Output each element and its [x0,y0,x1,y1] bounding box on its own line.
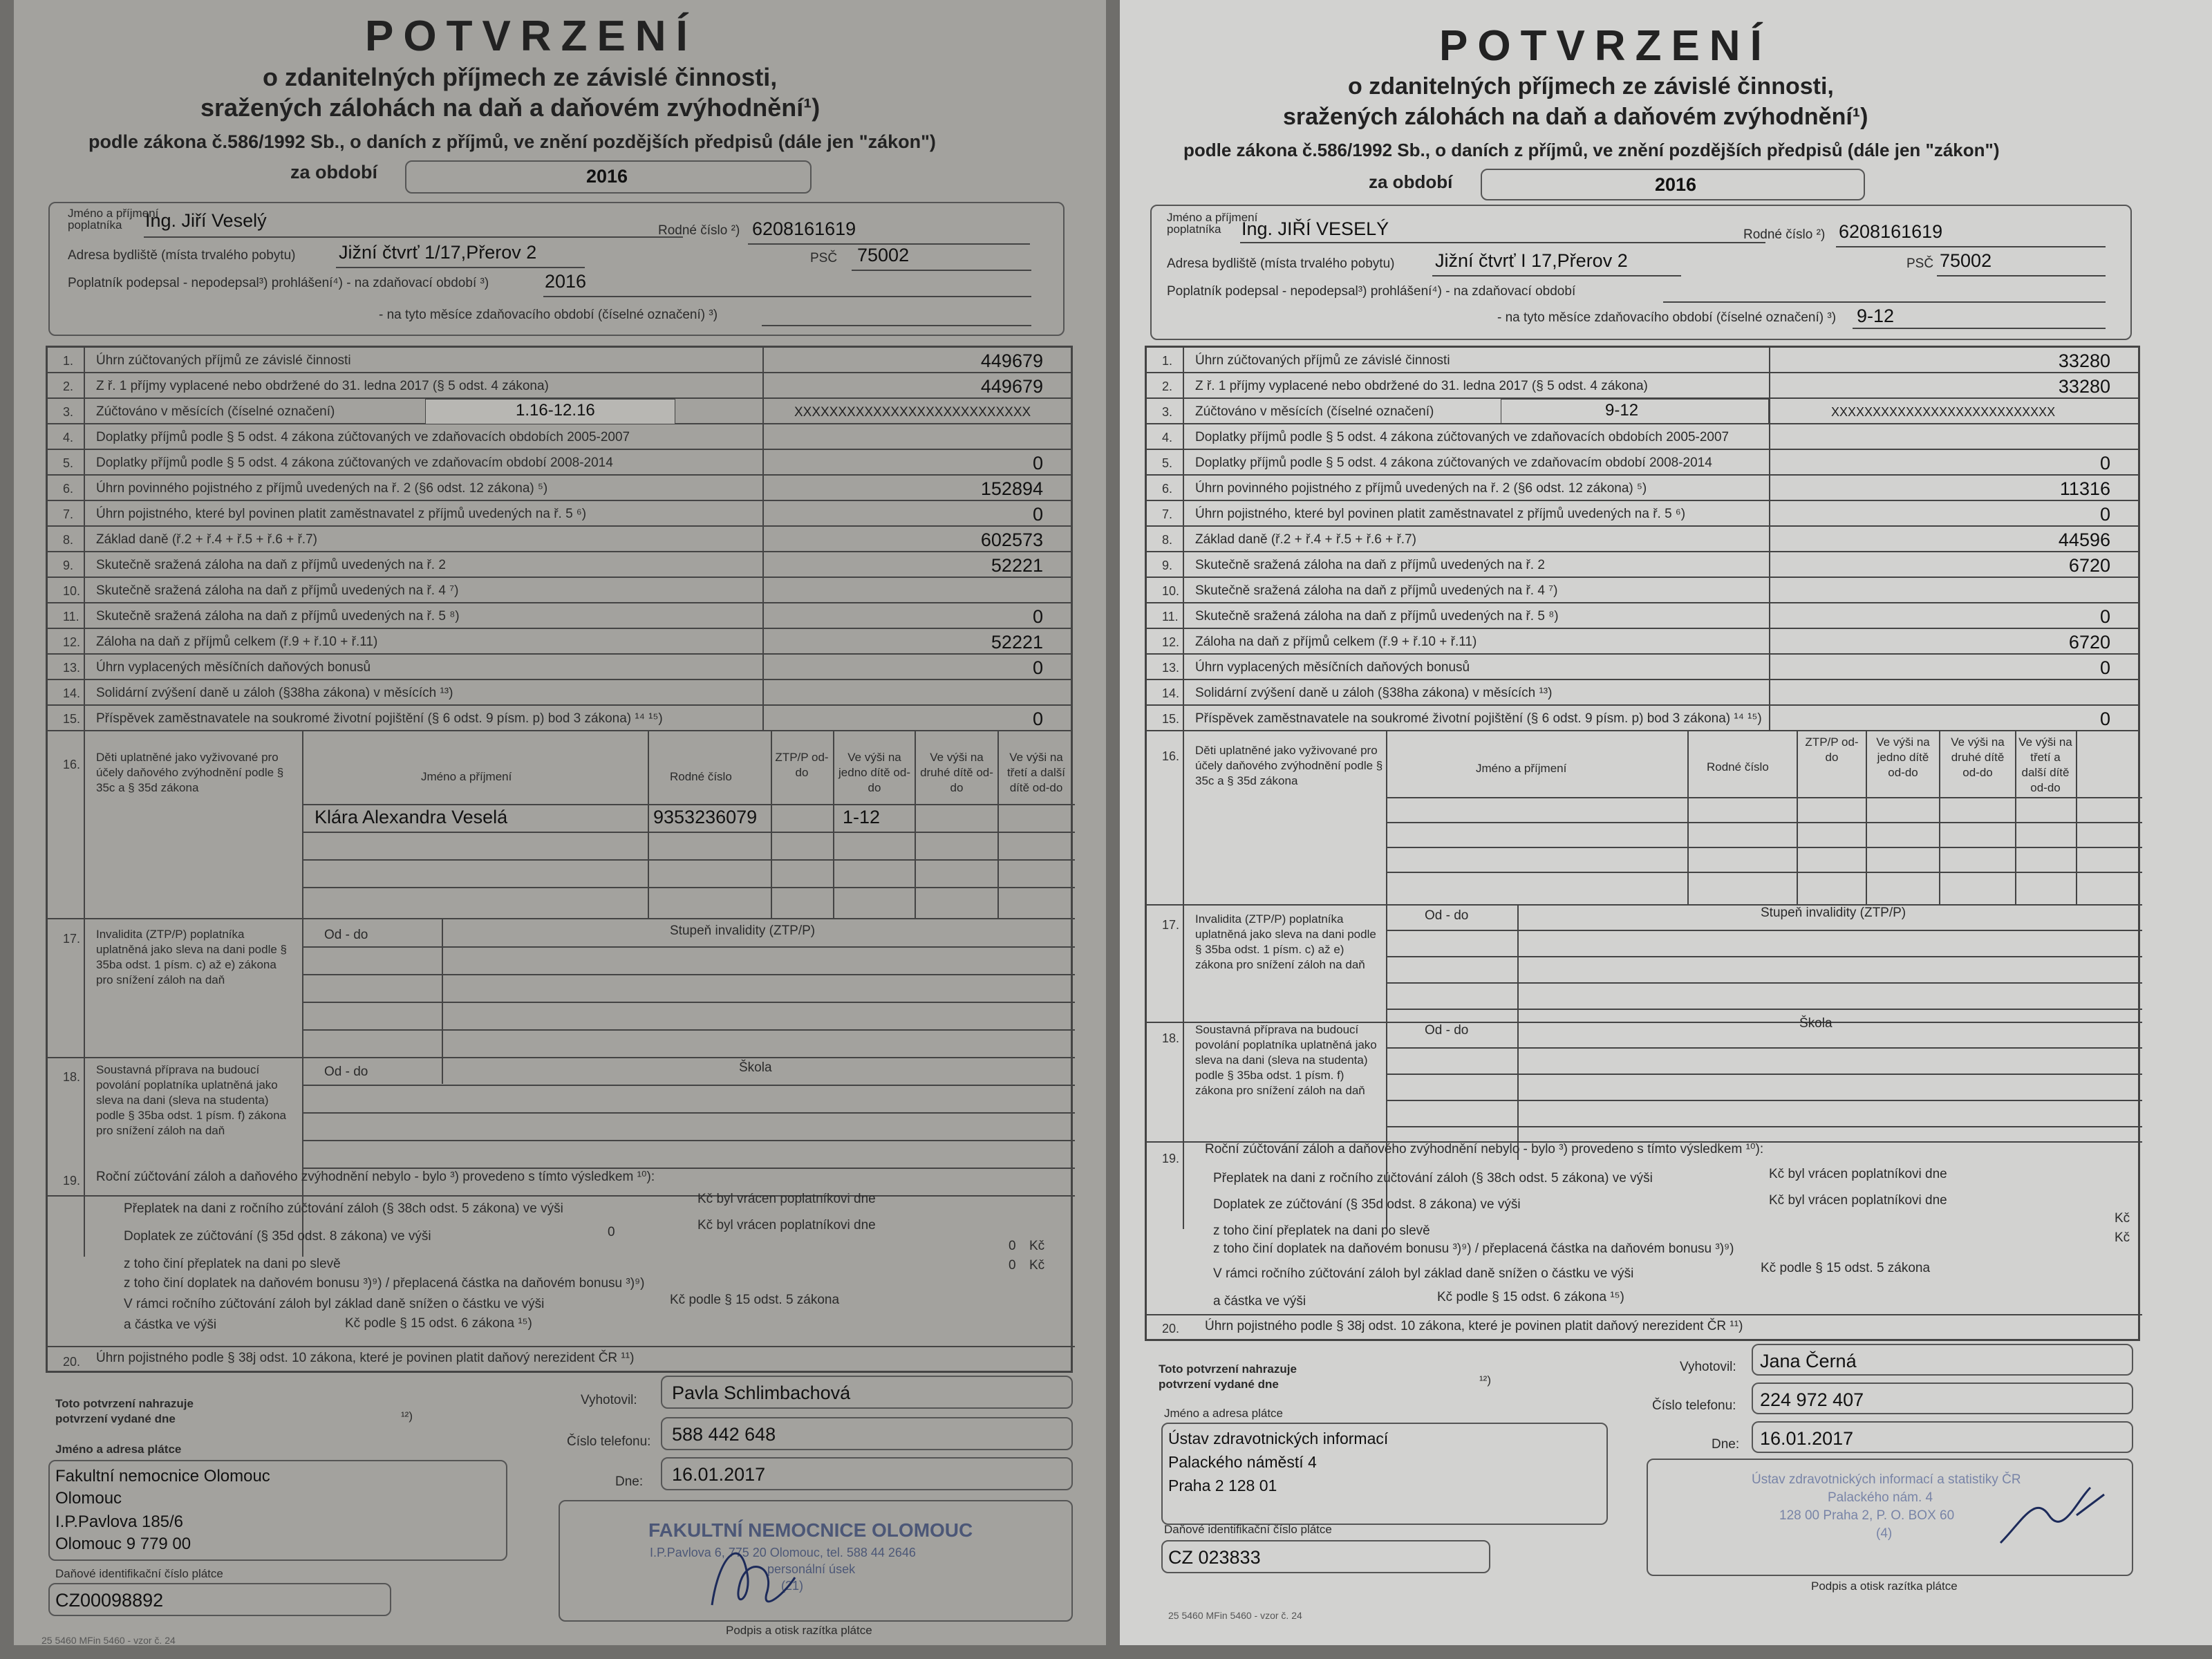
row-number: 1. [1162,354,1173,368]
row-number: 13. [1162,661,1180,675]
income-row [48,424,1071,450]
r19-l3: z toho činí přeplatek na dani po slevě [124,1257,341,1271]
income-row [1147,501,2138,527]
payer-line-2: Olomouc [55,1489,122,1508]
row-value: 152894 [980,478,1043,499]
issuer-field [661,1376,1073,1409]
r16-col-child3: Ve výši na třetí a další dítě od-do [1006,751,1066,795]
r19-l1b: Kč byl vrácen poplatníkovi dne [1769,1167,1947,1181]
signed-label: Poplatník podepsal - nepodepsal³) prohlášení⁴) - na zdaňovací období [1167,284,1576,299]
r19-head: Roční zúčtování záloh a daňového zvýhodnění nebylo - bylo ³) provedeno s tímto výsledkem ¹⁰): [1205,1142,1764,1156]
taxpayer-rc: 6208161619 [752,218,856,239]
r3-months-cell [425,399,675,424]
taxpayer-months: 9-12 [1857,306,1895,326]
r19-l6: a částka ve výši [1213,1294,1306,1309]
income-row [1147,655,2138,680]
row-label: Příspěvek zaměstnavatele na soukromé životní pojištění (§ 6 odst. 9 písm. p) bod 3 zákona) ¹⁴ ¹⁵) [1195,711,1762,726]
months-label: - na tyto měsíce zdaňovacího období (číselné označení) ³) [1497,310,1837,325]
income-row [1147,373,2138,399]
payer-line-3: Praha 2 128 01 [1168,1477,1277,1494]
r19-kc2: Kč [1029,1258,1045,1273]
r19-l4: z toho činí doplatek na daňovém bonusu ³)⁹) / přeplacená částka na daňovém bonusu ³)⁹) [124,1276,645,1291]
dic-label: Daňové identifikační číslo plátce [1164,1523,1332,1536]
form-subtitle-2: sražených zálohách na daň a daňovém zvýhodnění¹) [200,93,821,122]
payer-box [48,1460,507,1561]
issuer-label: Vyhotovil: [581,1393,637,1407]
r18-num: 18. [1162,1031,1180,1045]
r19-num: 19. [1162,1152,1180,1165]
taxpayer-box [1150,205,2132,340]
payer-box [1161,1423,1608,1525]
period-value: 2016 [586,166,628,187]
r19-l5b: Kč podle § 15 odst. 5 zákona [670,1293,840,1307]
sign-label: Podpis a otisk razítka plátce [1811,1580,1958,1593]
stamp-line-2: Palackého nám. 4 [1828,1490,1933,1505]
r19-l5: V rámci ročního zúčtování záloh byl základ daně snížen o částku ve výši [124,1297,545,1311]
row-value: 11316 [2059,478,2110,499]
r17-num: 17. [1162,918,1180,932]
income-row [1147,680,2138,706]
period-label: za období [290,162,377,182]
taxpayer-psc: 75002 [1940,250,1992,271]
row-number: 8. [1162,533,1173,547]
income-row [1147,706,2138,731]
dic-label: Daňové identifikační číslo plátce [55,1567,223,1580]
row-label: Úhrn zúčtovaných příjmů ze závislé činnosti [96,353,351,368]
row-value: 6720 [2068,632,2110,653]
r16-col-ztpp: ZTP/P od-do [1805,735,1859,765]
signed-label: Poplatník podepsal - nepodepsal³) prohlášení⁴) - na zdaňovací období ³) [68,276,489,290]
income-row [1147,348,2138,373]
income-row [1147,476,2138,501]
replace-label: Toto potvrzení nahrazuje potvrzení vydané dne [1159,1362,1297,1391]
row-value: 33280 [2058,376,2110,397]
row-label: Doplatky příjmů podle § 5 odst. 4 zákona zúčtovaných ve zdaňovacích obdobích 2005-2007 [96,430,630,444]
row-label: Příspěvek zaměstnavatele na soukromé životní pojištění (§ 6 odst. 9 písm. p) bod 3 zákona) ¹⁴ ¹⁵) [96,711,663,726]
taxpayer-rc: 6208161619 [1839,221,1943,242]
r19-l2: Doplatek ze zúčtování (§ 35d odst. 8 zákona) ve výši [1213,1197,1521,1212]
r18-odo: Od - do [324,1065,368,1079]
r20-num: 20. [63,1355,81,1369]
r19-l6b: Kč podle § 15 odst. 6 zákona ¹⁵) [1437,1290,1624,1304]
r16-num: 16. [1162,749,1180,763]
row-number: 13. [63,661,81,675]
rc-label: Rodné číslo ²) [1743,227,1826,242]
signature-scribble [691,1529,802,1619]
row-label: Skutečně sražená záloha na daň z příjmů uvedených na ř. 2 [1195,558,1545,572]
row-number: 2. [63,379,74,393]
r18-col: Škola [739,1060,772,1075]
form-subtitle-2: sražených zálohách na daň a daňovém zvýhodnění¹) [1283,104,1868,130]
row-number: 14. [1162,686,1180,700]
taxpayer-address: Jižní čtvrť 1/17,Přerov 2 [339,242,537,263]
row-label: Skutečně sražená záloha na daň z příjmů uvedených na ř. 4 ⁷) [1195,583,1558,598]
r19-head: Roční zúčtování záloh a daňového zvýhodnění nebylo - bylo ³) provedeno s tímto výsledkem ¹⁰): [96,1170,655,1184]
row-label: Skutečně sražená záloha na daň z příjmů uvedených na ř. 2 [96,558,446,572]
payer-line-3: I.P.Pavlova 185/6 [55,1512,184,1531]
date-value: 16.01.2017 [1760,1428,1854,1449]
row-label: Základ daně (ř.2 + ř.4 + ř.5 + ř.6 + ř.7) [96,532,317,547]
period-label: za období [1369,171,1453,192]
address-label: Adresa bydliště (místa trvalého pobytu) [68,248,296,263]
row-label: Úhrn vyplacených měsíčních daňových bonusů [1195,660,1470,675]
row-number: 12. [63,635,81,649]
income-row [48,450,1071,476]
row-value: 449679 [980,376,1043,397]
row-number: 9. [63,559,74,572]
r20-label: Úhrn pojistného podle § 38j odst. 10 zákona, které je povinen platit daňový nerezident ČR ¹¹) [96,1351,635,1365]
replace-sup: ¹²) [1479,1374,1491,1387]
date-label: Dne: [615,1474,644,1489]
stamp-box [1647,1459,2133,1576]
r17-col: Stupeň invalidity (ZTP/P) [670,924,816,938]
phone-label: Číslo telefonu: [1652,1398,1736,1413]
income-row [48,373,1071,399]
r3-months: 1.16-12.16 [516,401,595,420]
taxpayer-name: Ing. JIŘÍ VESELÝ [1241,218,1389,239]
phone-value: 588 442 648 [672,1424,776,1445]
income-row [1147,450,2138,476]
row-label: Úhrn pojistného, které byl povinen platit zaměstnavatel z příjmů uvedených na ř. 5 ⁶) [96,507,587,521]
r16-col-ztpp: ZTP/P od-do [775,751,829,780]
r19-kc1: Kč [1029,1239,1045,1253]
row-number: 11. [1162,610,1179,624]
taxpayer-address: Jižní čtvrť I 17,Přerov 2 [1435,250,1628,271]
phone-field [661,1417,1073,1450]
r16-col-child2: Ve výši na druhé dítě od-do [920,751,993,795]
row-label: Doplatky příjmů podle § 5 odst. 4 zákona zúčtovaných ve zdaňovacím období 2008-2014 [1195,456,1712,470]
issuer-value: Pavla Schlimbachová [672,1382,851,1403]
r18-num: 18. [63,1070,81,1084]
issuer-field [1752,1344,2133,1376]
r16-col-child1: Ve výši na jedno dítě od-do [1876,735,1930,780]
date-field [1752,1421,2133,1453]
months-label: - na tyto měsíce zdaňovacího období (číselné označení) ³) [379,308,718,322]
income-row [48,552,1071,578]
r19-overpay: 0 [608,1225,615,1239]
income-table [46,346,1073,1373]
r19-kc1-val: 0 [1009,1239,1016,1253]
r16-col-name: Jméno a příjmení [421,770,512,783]
r17-label: Invalidita (ZTP/P) poplatníka uplatněná jako sleva na dani podle § 35ba odst. 1 písm. c) až e) zákona pro snížení záloh na daň [96,928,287,987]
name-label: Jméno a příjmení poplatníka [68,207,159,232]
r3-x: XXXXXXXXXXXXXXXXXXXXXXXXXXX [1831,405,2056,419]
taxpayer-box [48,202,1065,336]
r17-odo: Od - do [324,928,368,942]
r19-l5: V rámci ročního zúčtování záloh byl základ daně snížen o částku ve výši [1213,1266,1634,1281]
row-number: 12. [1162,635,1180,649]
r19-l4: z toho činí doplatek na daňovém bonusu ³)⁹) / přeplacená částka na daňovém bonusu ³)⁹) [1213,1241,1734,1256]
row-label: Zúčtováno v měsících (číselné označení) [96,404,335,419]
payer-line-1: Fakultní nemocnice Olomouc [55,1467,270,1485]
form-subtitle-1: o zdanitelných příjmech ze závislé činnosti, [263,63,778,91]
taxpayer-name: Ing. Jiří Veselý [145,210,267,231]
replace-label: Toto potvrzení nahrazuje potvrzení vydané dne [55,1397,194,1426]
income-row [48,603,1071,629]
row-label: Doplatky příjmů podle § 5 odst. 4 zákona zúčtovaných ve zdaňovacích obdobích 2005-2007 [1195,430,1730,444]
row-number: 1. [63,354,74,368]
replace-sup: ¹²) [401,1409,413,1423]
row-label: Z ř. 1 příjmy vyplacené nebo obdržené do 31. ledna 2017 (§ 5 odst. 4 zákona) [1195,379,1648,393]
form-subtitle-3: podle zákona č.586/1992 Sb., o daních z příjmů, ve znění pozdějších předpisů (dále jen "zákon") [88,131,936,152]
r3-months-cell [1501,399,1769,424]
row-value: 6720 [2068,555,2110,576]
income-row [1147,603,2138,629]
r16-col-rc: Rodné číslo [1707,760,1769,774]
left-tax-certificate [14,0,1106,1645]
income-row [1147,527,2138,552]
r19-l1: Přeplatek na dani z ročního zúčtování záloh (§ 38ch odst. 5 zákona) ve výši [124,1201,563,1216]
psc-label: PSČ [1906,256,1934,271]
r16-col-name: Jméno a příjmení [1476,762,1567,775]
r16-label: Děti uplatněné jako vyživované pro účely daňového zvýhodnění podle § 35c a § 35d zákona [1195,744,1383,788]
row-label: Zúčtováno v měsících (číselné označení) [1195,404,1434,419]
income-row [48,476,1071,501]
form-subtitle-1: o zdanitelných příjmech ze závislé činnosti, [1348,73,1834,100]
r16-col-child3: Ve výši na třetí a další dítě od-do [2018,735,2072,795]
r19-l6b: Kč podle § 15 odst. 6 zákona ¹⁵) [345,1316,532,1331]
name-label: Jméno a příjmení poplatníka [1167,211,1258,236]
child-rc: 9353236079 [653,807,758,827]
row-number: 11. [63,610,79,624]
row-number: 15. [1162,712,1180,726]
row-number: 3. [1162,405,1173,419]
issuer-value: Jana Černá [1760,1351,1857,1371]
payer-label: Jméno a adresa plátce [55,1443,182,1456]
stamp-line-4: (21) [781,1579,804,1593]
row-label: Z ř. 1 příjmy vyplacené nebo obdržené do 31. ledna 2017 (§ 5 odst. 4 zákona) [96,379,549,393]
r17-odo: Od - do [1425,908,1469,923]
r17-col: Stupeň invalidity (ZTP/P) [1761,906,1906,920]
signature-scribble [1994,1474,2111,1557]
row-number: 2. [1162,379,1173,393]
footer-code: 25 5460 MFin 5460 - vzor č. 24 [1168,1610,1302,1621]
row-value: 0 [2099,709,2110,729]
date-value: 16.01.2017 [672,1464,766,1485]
row-number: 3. [63,405,74,419]
r19-l2b: Kč byl vrácen poplatníkovi dne [1769,1193,1947,1208]
row-number: 6. [63,482,74,496]
row-number: 7. [63,507,74,521]
stamp-box [559,1500,1073,1622]
r16-label: Děti uplatněné jako vyživované pro účely daňového zvýhodnění podle § 35c a § 35d zákona [96,751,284,795]
dic-value: CZ 023833 [1168,1547,1261,1568]
form-title: POTVRZENÍ [1439,22,1772,70]
row-number: 4. [1162,431,1173,444]
sign-label: Podpis a otisk razítka plátce [726,1624,872,1637]
r3-x: XXXXXXXXXXXXXXXXXXXXXXXXXXX [794,405,1031,420]
row-number: 14. [63,686,81,700]
row-label: Solidární zvýšení daně u záloh (§38ha zákona) v měsících ¹³) [1195,686,1553,700]
dic-value: CZ00098892 [55,1590,164,1611]
row-number: 8. [63,533,74,547]
row-label: Skutečně sražená záloha na daň z příjmů uvedených na ř. 5 ⁸) [96,609,460,624]
row-number: 15. [63,712,81,726]
income-row [48,629,1071,655]
row-number: 7. [1162,507,1173,521]
r19-kc2-val: 0 [1009,1258,1016,1273]
row-value: 0 [1032,453,1043,474]
r19-l2b: Kč byl vrácen poplatníkovi dne [697,1218,876,1232]
r16-col-child2: Ve výši na druhé dítě od-do [1951,735,2005,780]
date-label: Dne: [1712,1437,1740,1452]
income-row [48,680,1071,706]
form-title: POTVRZENÍ [365,12,697,60]
row-label: Úhrn vyplacených měsíčních daňových bonusů [96,660,371,675]
r18-col: Škola [1799,1016,1833,1031]
income-row [48,527,1071,552]
r3-months: 9-12 [1605,401,1639,420]
row-value: 602573 [980,529,1043,550]
period-value: 2016 [1655,174,1697,195]
address-label: Adresa bydliště (místa trvalého pobytu) [1167,256,1395,271]
row-value: 0 [1032,606,1043,627]
income-row [1147,552,2138,578]
signed-period: 2016 [545,271,587,292]
stamp-line-4: (4) [1876,1526,1893,1541]
income-row [48,578,1071,603]
r19-l3: z toho činí přeplatek na dani po slevě [1213,1224,1430,1238]
stamp-line-3: personální úsek [767,1562,856,1576]
payer-line-4: Olomouc 9 779 00 [55,1535,191,1553]
issuer-label: Vyhotovil: [1680,1360,1736,1374]
payer-line-1: Ústav zdravotnických informací [1168,1430,1389,1447]
row-number: 10. [63,584,81,598]
row-number: 5. [1162,456,1173,470]
date-field [661,1457,1073,1490]
row-label: Záloha na daň z příjmů celkem (ř.9 + ř.10 + ř.11) [1195,635,1477,649]
row-label: Úhrn povinného pojistného z příjmů uvedených na ř. 2 (§6 odst. 12 zákona) ⁵) [96,481,548,496]
row-number: 6. [1162,482,1173,496]
row-value: 0 [1032,657,1043,678]
income-row [48,348,1071,373]
income-table [1145,346,2140,1341]
phone-label: Číslo telefonu: [567,1434,651,1449]
row-value: 0 [2099,657,2110,678]
stamp-line-1: FAKULTNÍ NEMOCNICE OLOMOUC [648,1519,973,1541]
dic-field [48,1583,391,1616]
dic-field [1161,1540,1490,1573]
r17-label: Invalidita (ZTP/P) poplatníka uplatněná jako sleva na dani podle § 35ba odst. 1 písm. c) až e) zákona pro snížení záloh na daň [1195,912,1376,972]
row-label: Záloha na daň z příjmů celkem (ř.9 + ř.10 + ř.11) [96,635,378,649]
r19-l2: Doplatek ze zúčtování (§ 35d odst. 8 zákona) ve výši [124,1229,431,1244]
row-label: Skutečně sražená záloha na daň z příjmů uvedených na ř. 4 ⁷) [96,583,459,598]
phone-value: 224 972 407 [1760,1389,1864,1410]
income-row [1147,424,2138,450]
row-value: 52221 [991,632,1043,653]
row-label: Základ daně (ř.2 + ř.4 + ř.5 + ř.6 + ř.7) [1195,532,1416,547]
r20-label: Úhrn pojistného podle § 38j odst. 10 zákona, které je povinen platit daňový nerezident ČR ¹¹) [1205,1319,1743,1333]
r19-num: 19. [63,1174,81,1188]
row-value: 0 [2099,606,2110,627]
row-label: Solidární zvýšení daně u záloh (§38ha zákona) v měsících ¹³) [96,686,453,700]
income-row [48,655,1071,680]
r18-label: Soustavná příprava na budoucí povolání poplatníka uplatněná jako sleva na dani (sleva na studenta) podle § 35ba odst. 1 písm. f) zákona pro snížení záloh na daň [1195,1023,1377,1098]
r17-num: 17. [63,932,81,946]
r16-num: 16. [63,758,81,771]
income-row [48,501,1071,527]
phone-field [1752,1382,2133,1414]
row-value: 52221 [991,555,1043,576]
footer-code: 25 5460 MFin 5460 - vzor č. 24 [41,1635,176,1645]
stamp-line-3: 128 00 Praha 2, P. O. BOX 60 [1779,1508,1955,1523]
row-label: Úhrn zúčtovaných příjmů ze závislé činnosti [1195,353,1450,368]
r18-odo: Od - do [1425,1023,1469,1038]
rc-label: Rodné číslo ²) [658,223,740,238]
r20-num: 20. [1162,1322,1180,1335]
r19-l6: a částka ve výši [124,1318,217,1332]
r19-l1b: Kč byl vrácen poplatníkovi dne [697,1192,876,1206]
row-value: 44596 [2058,529,2110,550]
row-label: Úhrn povinného pojistného z příjmů uvedených na ř. 2 (§6 odst. 12 zákona) ⁵) [1195,481,1647,496]
psc-label: PSČ [810,251,838,265]
row-number: 9. [1162,559,1173,572]
period-field [1481,169,1865,200]
row-value: 0 [2099,453,2110,474]
row-number: 10. [1162,584,1180,598]
r16-col-child1: Ve výši na jedno dítě od-do [838,751,910,795]
child-months: 1-12 [843,807,881,827]
child-name: Klára Alexandra Veselá [315,807,508,827]
income-row [1147,629,2138,655]
taxpayer-psc: 75002 [857,245,910,265]
r19-l1: Přeplatek na dani z ročního zúčtování záloh (§ 38ch odst. 5 zákona) ve výši [1213,1171,1653,1185]
stamp-line-2: I.P.Pavlova 6, 775 20 Olomouc, tel. 588 44 2646 [650,1546,916,1559]
row-value: 0 [2099,504,2110,525]
period-field [405,160,812,194]
row-value: 0 [1032,504,1043,525]
row-number: 4. [63,431,74,444]
row-value: 0 [1032,709,1043,729]
right-tax-certificate [1120,0,2212,1645]
row-number: 5. [63,456,74,470]
payer-label: Jméno a adresa plátce [1164,1407,1283,1420]
r16-col-rc: Rodné číslo [670,770,732,783]
income-row [1147,578,2138,603]
form-subtitle-3: podle zákona č.586/1992 Sb., o daních z příjmů, ve znění pozdějších předpisů (dále jen "zákon") [1183,140,2000,160]
row-label: Úhrn pojistného, které byl povinen platit zaměstnavatel z příjmů uvedených na ř. 5 ⁶) [1195,507,1686,521]
stamp-line-1: Ústav zdravotnických informací a statistiky ČR [1752,1472,2021,1487]
r19-kc1: Kč [2115,1211,2130,1226]
payer-line-2: Palackého náměstí 4 [1168,1453,1317,1471]
row-label: Doplatky příjmů podle § 5 odst. 4 zákona zúčtovaných ve zdaňovacím období 2008-2014 [96,456,613,470]
r18-label: Soustavná příprava na budoucí povolání poplatníka uplatněná jako sleva na dani (sleva na studenta) podle § 35ba odst. 1 písm. f) zákona pro snížení záloh na daň [96,1063,287,1138]
row-value: 33280 [2058,350,2110,371]
row-value: 449679 [980,350,1043,371]
row-label: Skutečně sražená záloha na daň z příjmů uvedených na ř. 5 ⁸) [1195,609,1559,624]
r19-l5b: Kč podle § 15 odst. 5 zákona [1761,1261,1931,1275]
r19-kc2: Kč [2115,1230,2130,1245]
income-row [48,706,1071,731]
